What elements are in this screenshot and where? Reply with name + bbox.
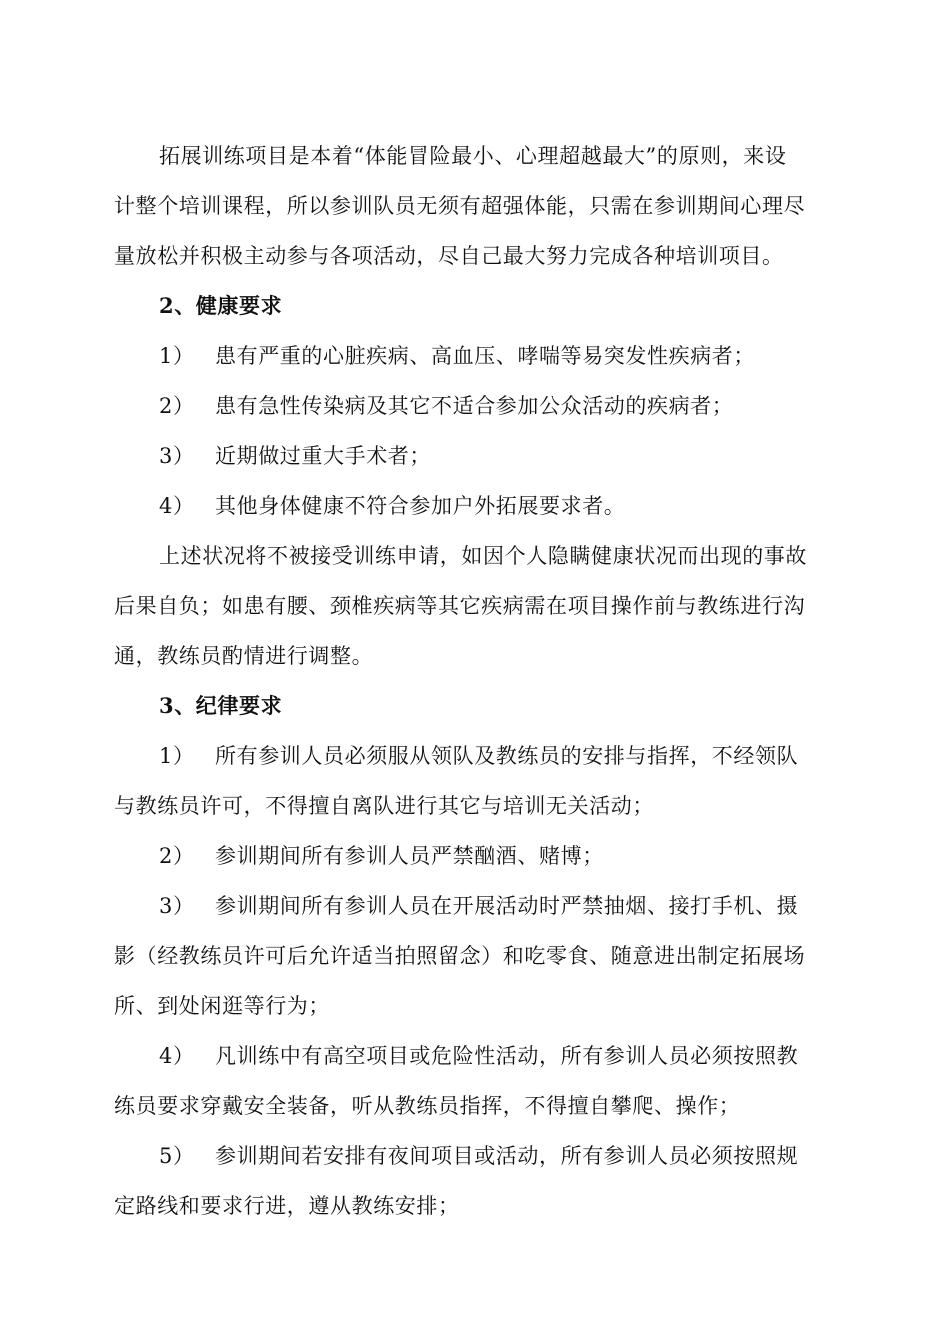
list-item bbox=[159, 1042, 798, 1070]
list-item bbox=[159, 492, 625, 520]
note-line: 通，教练员酌情进行调整。 bbox=[114, 644, 374, 668]
list-item-text: 凡训练中有高空项目或危险性活动，所有参训人员必须按照教 bbox=[215, 1044, 799, 1068]
list-item-continuation: 影（经教练员许可后允许适当拍照留念）和吃零食、随意进出制定拓展场 bbox=[114, 944, 806, 968]
list-item bbox=[159, 1142, 798, 1170]
section-heading-health: 2、健康要求 bbox=[159, 293, 283, 318]
list-item bbox=[159, 742, 798, 770]
list-item-text: 参训期间所有参训人员严禁酗酒、赌博； bbox=[215, 844, 604, 868]
list-item-number: 5） bbox=[159, 1144, 195, 1168]
list-item-text: 其他身体健康不符合参加户外拓展要求者。 bbox=[215, 494, 626, 518]
list-item-continuation: 与教练员许可，不得擅自离队进行其它与培训无关活动； bbox=[114, 794, 654, 818]
list-item-number: 2） bbox=[159, 844, 195, 868]
list-item-number: 3） bbox=[159, 894, 195, 918]
list-item-number: 4） bbox=[159, 494, 195, 518]
list-item bbox=[159, 442, 431, 470]
list-item-text: 参训期间若安排有夜间项目或活动，所有参训人员必须按照规 bbox=[215, 1144, 799, 1168]
list-item-continuation: 所、到处闲逛等行为； bbox=[114, 994, 330, 1018]
intro-line: 计整个培训课程，所以参训队员无须有超强体能，只需在参训期间心理尽 bbox=[114, 194, 806, 218]
list-item-number: 3） bbox=[159, 444, 195, 468]
list-item-text: 参训期间所有参训人员在开展活动时严禁抽烟、接打手机、摄 bbox=[215, 894, 799, 918]
list-item-text: 患有严重的心脏疾病、高血压、哮喘等易突发性疾病者； bbox=[215, 344, 755, 368]
section-heading-discipline: 3、纪律要求 bbox=[159, 693, 283, 718]
list-item bbox=[159, 842, 604, 870]
list-item-continuation: 定路线和要求行进，遵从教练安排； bbox=[114, 1194, 460, 1218]
list-item-text: 近期做过重大手术者； bbox=[215, 444, 431, 468]
list-item-number: 2） bbox=[159, 394, 195, 418]
intro-line: 拓展训练项目是本着“体能冒险最小、心理超越最大”的原则，来设 bbox=[159, 144, 787, 168]
note-line: 后果自负；如患有腰、颈椎疾病等其它疾病需在项目操作前与教练进行沟 bbox=[114, 594, 806, 618]
list-item-text: 患有急性传染病及其它不适合参加公众活动的疾病者； bbox=[215, 394, 734, 418]
list-item bbox=[159, 342, 755, 370]
list-item-text: 所有参训人员必须服从领队及教练员的安排与指挥，不经领队 bbox=[215, 744, 799, 768]
list-item bbox=[159, 392, 733, 420]
note-line: 上述状况将不被接受训练申请，如因个人隐瞒健康状况而出现的事故 bbox=[159, 544, 807, 568]
list-item-number: 4） bbox=[159, 1044, 195, 1068]
list-item-number: 1） bbox=[159, 744, 195, 768]
list-item-continuation: 练员要求穿戴安全装备，听从教练员指挥，不得擅自攀爬、操作； bbox=[114, 1094, 741, 1118]
intro-line: 量放松并积极主动参与各项活动，尽自己最大努力完成各种培训项目。 bbox=[114, 244, 784, 268]
list-item-number: 1） bbox=[159, 344, 195, 368]
list-item bbox=[159, 892, 798, 920]
